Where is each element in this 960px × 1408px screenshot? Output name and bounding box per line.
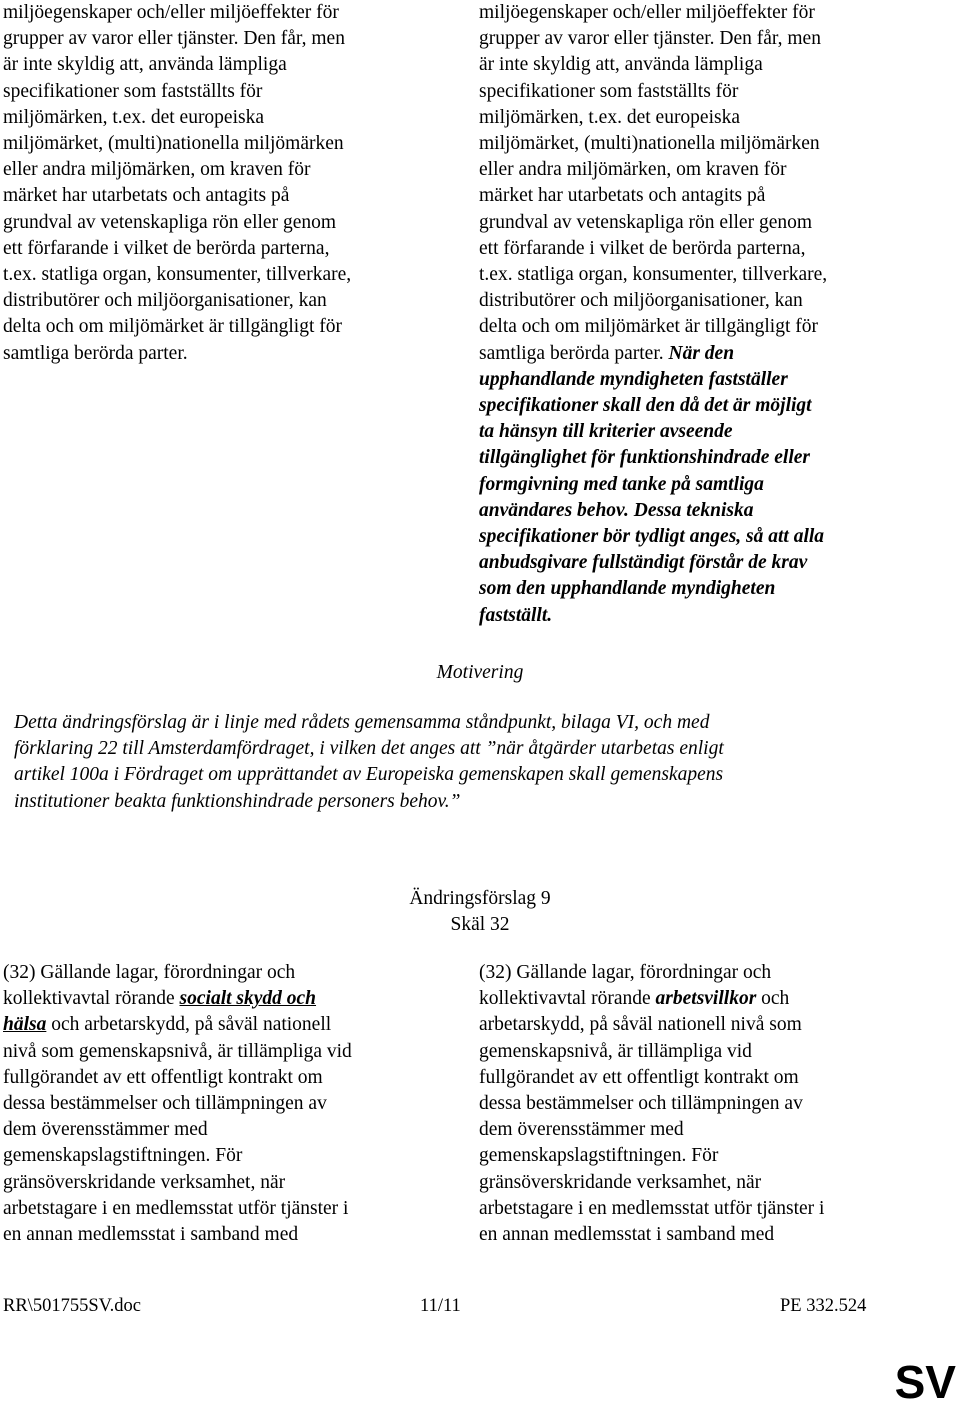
footer-page-number: 11/11 (420, 1296, 461, 1316)
rightCol-line: ett förfarande i vilket de berörda parterna, (479, 237, 806, 259)
rightCol-line: miljömärket, (multi)nationella miljömärken (479, 133, 820, 155)
amendLeftRest-line: dem överensstämmer med (3, 1119, 208, 1141)
amendRightRest-line: en annan medlemsstat i samband med (479, 1224, 775, 1246)
amendRightRest-line: arbetarskydd, på såväl nationell nivå som (479, 1014, 802, 1036)
leftCol-line: distributörer och miljöorganisationer, kan (3, 290, 327, 312)
motivering-text (14, 710, 914, 815)
right-mixed-plain: samtliga berörda parter. (479, 342, 669, 364)
leftCol-line: samtliga berörda parter. (3, 342, 188, 364)
rightBold-line: användares behov. Dessa tekniska (479, 499, 754, 521)
right-column-text (479, 0, 949, 629)
amend-left-line-2-plain: kollektivavtal rörande (3, 988, 180, 1010)
motivLines-line: institutioner beakta funktionshindrade personers behov.” (14, 790, 461, 812)
rightCol-line: delta och om miljömärket är tillgängligt för (479, 316, 818, 338)
leftCol-line: delta och om miljömärket är tillgängligt för (3, 316, 342, 338)
motivLines-line: Detta ändringsförslag är i linje med rådets gemensamma ståndpunkt, bilaga VI, och med (14, 712, 710, 733)
rightCol-line: specifikationer som fastställts för (479, 80, 739, 102)
rightBold-line: som den upphandlande myndigheten (479, 578, 776, 600)
amend-right-line-2-tail: och (756, 988, 790, 1010)
amend-left-line-3-plain: och arbetarskydd, på såväl nationell (46, 1014, 332, 1036)
rightCol-line: eller andra miljömärken, om kraven för (479, 159, 787, 181)
amend-right-line-2-plain: kollektivavtal rörande (479, 988, 656, 1010)
motivering-heading: Motivering (436, 662, 524, 683)
leftCol-line: grundval av vetenskapliga rön eller genom (3, 211, 337, 233)
amendRightRest-line: dessa bestämmelser och tillämpningen av (479, 1093, 803, 1115)
amendLeftRest-line: arbetstagare i en medlemsstat utför tjänster i (3, 1197, 349, 1219)
amendLeftRest-line: fullgörandet av ett offentligt kontrakt om (3, 1066, 323, 1088)
rightCol-line: märket har utarbetats och antagits på (479, 185, 766, 207)
rightBold-line: specifikationer bör tydligt anges, så att alla (479, 526, 825, 548)
amendLeftRest-line: nivå som gemenskapsnivå, är tillämpliga vid (3, 1040, 352, 1062)
leftCol-line: miljöegenskaper och/eller miljöeffekter för (3, 2, 339, 23)
amend-left-line-1: (32) Gällande lagar, förordningar och (3, 962, 296, 983)
right-mixed-line (479, 341, 949, 367)
rightBold-line: tillgänglighet för funktionshindrade eller (479, 447, 811, 469)
amendRightRest-line: gemenskapslagstiftningen. För (479, 1145, 719, 1167)
rightBold-line: specifikationer skall den då det är möjligt (479, 395, 812, 417)
amendLeftRest-line: gemenskapslagstiftningen. För (3, 1145, 243, 1167)
amendRightRest-line: gemenskapsnivå, är tillämpliga vid (479, 1040, 752, 1062)
leftCol-line: miljömärken, t.ex. det europeiska (3, 106, 265, 128)
amend-left-line-2-bold: socialt skydd och (179, 988, 317, 1010)
rightCol-line: distributörer och miljöorganisationer, kan (479, 290, 803, 312)
rightCol-line: miljömärken, t.ex. det europeiska (479, 106, 741, 128)
amendRightRest-line: arbetstagare i en medlemsstat utför tjänster i (479, 1197, 825, 1219)
footer-pe-ref: PE 332.524 (780, 1296, 867, 1316)
rightCol-line: t.ex. statliga organ, konsumenter, tillverkare, (479, 264, 828, 286)
leftCol-line: grupper av varor eller tjänster. Den får, men (3, 28, 345, 50)
leftCol-line: miljömärket, (multi)nationella miljömärken (3, 133, 344, 155)
amendment-subtitle: Skäl 32 (450, 914, 510, 935)
amendLeftRest-line: en annan medlemsstat i samband med (3, 1224, 299, 1246)
rightBold-line: formgivning med tanke på samtliga (479, 473, 764, 495)
footer-doc-ref: RR\501755SV.doc (3, 1296, 141, 1316)
leftCol-line: märket har utarbetats och antagits på (3, 185, 290, 207)
language-code: SV (894, 1356, 956, 1408)
leftCol-line: specifikationer som fastställts för (3, 80, 263, 102)
amend-left-line-3-bold: hälsa (3, 1014, 47, 1036)
rightBold-line: upphandlande myndigheten fastställer (479, 368, 788, 390)
amendment-title: Ändringsförslag 9 (409, 888, 551, 909)
amendment-right-column (479, 960, 949, 1248)
amendLeftRest-line: gränsöverskridande verksamhet, när (3, 1171, 286, 1193)
amendRightRest-line: gränsöverskridande verksamhet, när (479, 1171, 762, 1193)
amendLeftRest-line: dessa bestämmelser och tillämpningen av (3, 1093, 327, 1115)
motivLines-line: artikel 100a i Fördraget om upprättandet av Europeiska gemenskapen skall gemenskapens (14, 764, 724, 786)
amend-right-line-2-bold: arbetsvillkor (655, 988, 757, 1010)
rightBold-line: fastställt. (479, 604, 553, 626)
rightBold-line: anbudsgivare fullständigt förstår de krav (479, 552, 808, 574)
leftCol-line: är inte skyldig att, använda lämpliga (3, 54, 287, 76)
amend-right-line-2 (479, 986, 949, 1012)
amend-left-line-3 (3, 1012, 433, 1038)
amendment-heading (0, 886, 960, 938)
right-mixed-bold: När den (668, 342, 735, 364)
motivLines-line: förklaring 22 till Amsterdamfördraget, i vilken det anges att ”när åtgärder utarbetas enligt (14, 738, 724, 760)
rightCol-line: grupper av varor eller tjänster. Den får, men (479, 28, 821, 50)
leftCol-line: eller andra miljömärken, om kraven för (3, 159, 311, 181)
leftCol-line: ett förfarande i vilket de berörda parterna, (3, 237, 330, 259)
rightBold-line: ta hänsyn till kriterier avseende (479, 421, 733, 443)
rightCol-line: grundval av vetenskapliga rön eller genom (479, 211, 813, 233)
amendRightRest-line: dem överensstämmer med (479, 1119, 684, 1141)
rightCol-line: miljöegenskaper och/eller miljöeffekter för (479, 2, 815, 23)
left-column-text (3, 0, 433, 367)
amend-left-line-2 (3, 986, 433, 1012)
amendRightRest-line: fullgörandet av ett offentligt kontrakt om (479, 1066, 799, 1088)
leftCol-line: t.ex. statliga organ, konsumenter, tillverkare, (3, 264, 352, 286)
amendment-left-column (3, 960, 433, 1248)
rightCol-line: är inte skyldig att, använda lämpliga (479, 54, 763, 76)
amend-right-line-1: (32) Gällande lagar, förordningar och (479, 962, 772, 983)
